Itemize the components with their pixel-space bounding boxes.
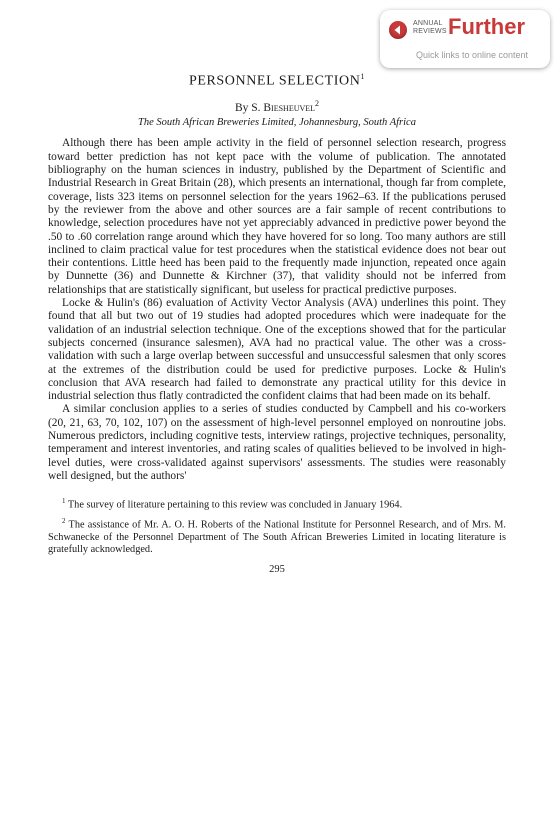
reviews-label: REVIEWS <box>413 28 447 35</box>
further-badge[interactable] <box>380 10 550 68</box>
page-number: 295 <box>269 564 285 576</box>
article-title <box>48 72 506 90</box>
footnote-2-mark: 2 <box>62 516 66 525</box>
annual-label: ANNUAL <box>413 20 443 27</box>
footnote-1-text: The survey of literature pertaining to this review was concluded in January 1964. <box>67 499 403 511</box>
footnote-1 <box>48 495 506 512</box>
further-label: Further <box>448 14 525 39</box>
author-name: S. Biesheuvel <box>251 101 316 114</box>
byline <box>48 99 506 114</box>
further-header[interactable] <box>380 10 550 50</box>
byline-by: By <box>234 101 249 114</box>
footnote-1-mark: 1 <box>62 497 66 506</box>
footnote-2-text: The assistance of Mr. A. O. H. Roberts of the National Institute for Personnel Research, and of Mrs. M. Schwanecke of the Personnel Department of The South African Breweries Limited in locating literature is gratefully acknowledged. <box>48 519 506 555</box>
annual-reviews-logo <box>413 20 447 36</box>
article-page <box>48 72 506 575</box>
further-subtitle: Quick links to online content <box>416 50 529 60</box>
back-arrow-icon <box>389 21 407 39</box>
body-paragraph-3: A similar conclusion applies to a series of studies conducted by Campbell and his co-workers (20, 21, 63, 70, 102, 107) on the assessment of high-level personnel employed on nonroutine jobs. Numerous predictors, including cognitive tests, interview ratings, projective techniques, personality, temperament and interest inventories, and rating scales of qualities believed to be involved in high-level duties, were cross-validated against supervisors' assessments. The studies were reasonably well designed, but the authors' <box>48 403 506 482</box>
title-footnote-mark[interactable]: 1 <box>360 72 366 81</box>
footnotes <box>48 495 506 556</box>
author-footnote-mark[interactable]: 2 <box>315 98 320 108</box>
footnote-2 <box>48 515 506 556</box>
body-paragraph-1: Although there has been ample activity in the field of personnel selection research, progress toward better prediction has not kept pace with the volume of publication. The annotated bibliography on the human sciences in industry, published by the Department of Scientific and Industrial Research in Great Britain (28), which presents an international, though far from complete, coverage, lists 323 items on personnel selection for the years 1962–63. If the publications perused by the reviewer from the above and other sources are a fair sample of recent contributions to knowledge, selection procedures have not yet appreciably advanced in predictive power beyond the .50 to .60 correlation range around which they have hovered for so long. Too many authors are still inclined to claim practical value for test procedures when the statistical evidence does not bear out their contentions. Little heed has been paid to the frequently made injunction, repeated once again by Dunnette (36) and Dunnette & Kirchner (37), that validity should not be inferred from relationships that are statistically significant, but useless for practical predictive purposes. <box>48 137 506 296</box>
author-affiliation: The South African Breweries Limited, Johannesburg, South Africa <box>138 117 416 129</box>
body-paragraph-2: Locke & Hulin's (86) evaluation of Activity Vector Analysis (AVA) underlines this point. They found that all but two out of 19 studies had adopted procedures which were inadequate for the validation of an industrial selection technique. One of the exceptions showed that for the particular subjects concerned (insurance salesmen), AVA had no practical value. The other was a cross-validation with such a large overlap between successful and unsuccessful salesmen that only scores at the extremes of the distribution could be used for predictive purposes. Locke & Hulin's conclusion that AVA research had failed to demonstrate any practical utility for this device in industrial selection thus flatly contradicted the confident claims that had been made on its behalf. <box>48 297 506 403</box>
title-text: PERSONNEL SELECTION <box>188 73 361 89</box>
